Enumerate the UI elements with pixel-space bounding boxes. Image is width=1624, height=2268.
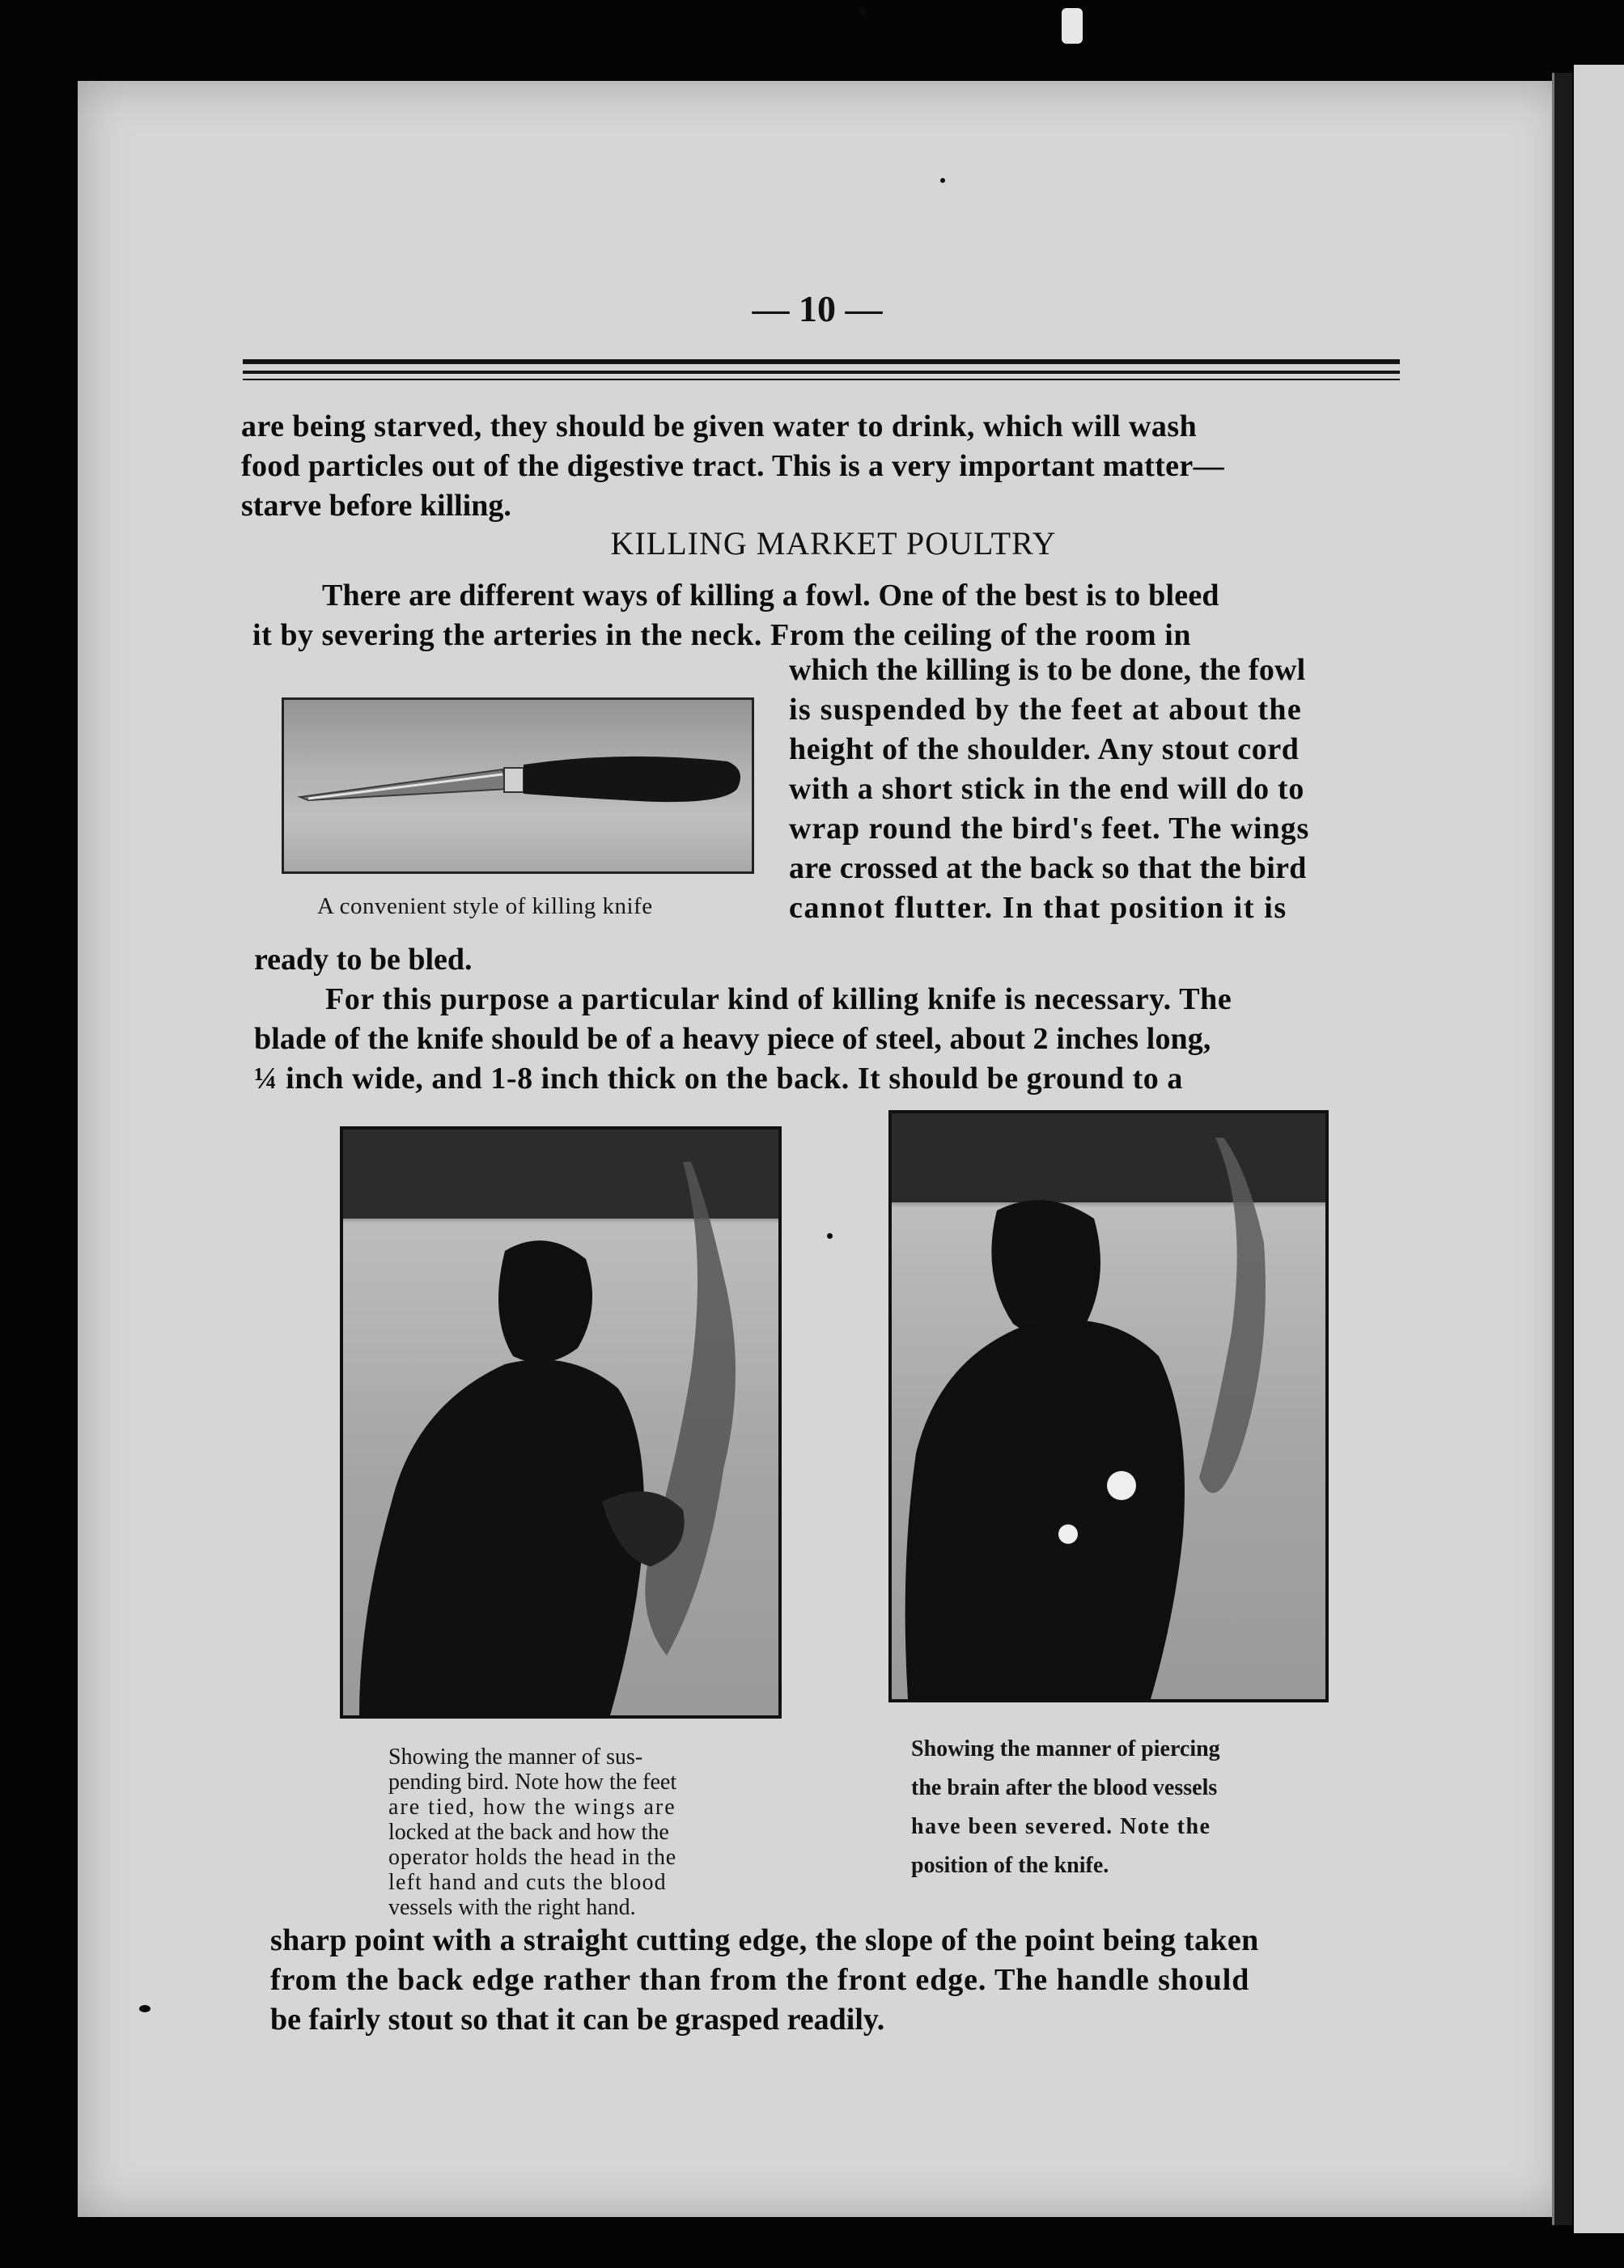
text-line: which the killing is to be done, the fowl [789,653,1306,687]
text-line: with a short stick in the end will do to [789,772,1305,806]
knife-photo [282,697,754,874]
photo-suspending-bird [340,1126,782,1719]
text-line: are crossed at the back so that the bird [789,851,1307,885]
text-line: cannot flutter. In that position it is [789,891,1287,925]
photo-piercing-brain [888,1110,1329,1702]
text-line: from the back edge rather than from the front edge. The handle should [270,1963,1250,1997]
section-heading: KILLING MARKET POULTRY [610,525,1057,562]
text-line: height of the shoulder. Any stout cord [789,732,1300,766]
scan-mark [1062,8,1083,44]
text-line: be fairly stout so that it can be grasped readily. [270,2003,885,2037]
text-line: are being starved, they should be given water to drink, which will wash [241,409,1198,443]
text-line: For this purpose a particular kind of killing knife is necessary. The [325,982,1232,1016]
header-rule [243,371,1400,374]
text-line: blade of the knife should be of a heavy piece of steel, about 2 inches long, [254,1022,1211,1056]
scan-speck [139,2005,151,2012]
caption-line: locked at the back and how the [388,1820,669,1845]
caption-line: pending bird. Note how the feet [388,1770,677,1795]
adjacent-page-edge [1574,65,1624,2233]
header-rule [243,359,1400,364]
text-line: is suspended by the feet at about the [789,693,1302,727]
document-page [78,81,1567,2217]
knife-caption: A convenient style of killing knife [317,893,653,919]
text-line: wrap round the bird's feet. The wings [789,812,1310,846]
caption-line: left hand and cuts the blood [388,1870,667,1895]
killing-knife-icon [284,700,752,871]
caption-line: position of the knife. [911,1853,1109,1878]
paragraph-wrap [789,651,1309,928]
caption-line: are tied, how the wings are [388,1795,676,1820]
paragraph-intro [252,576,1219,655]
text-line: it by severing the arteries in the neck. From the ceiling of the room in [252,618,1192,652]
caption-line: have been severed. Note the [911,1814,1211,1839]
text-line: ¼ inch wide, and 1-8 inch thick on the back. It should be ground to a [254,1062,1183,1096]
text-line: starve before killing. [241,489,511,523]
header-rule [243,379,1400,380]
scan-speck [859,6,866,15]
caption-line: vessels with the right hand. [388,1895,636,1920]
paragraph-after [254,940,1232,1099]
text-line: food particles out of the digestive tract. This is a very important matter— [241,449,1224,483]
caption-line: the brain after the blood vessels [911,1775,1218,1800]
caption-left-photo [388,1744,676,1920]
paragraph-end [270,1921,1259,2040]
text-line: ready to be bled. [254,943,473,977]
caption-line: operator holds the head in the [388,1845,677,1870]
man-with-bird-icon [892,1113,1325,1699]
text-line: There are different ways of killing a fowl. One of the best is to bleed [322,579,1219,613]
scan-speck [827,1233,833,1239]
man-with-bird-icon [343,1130,778,1715]
paragraph-top [241,407,1224,526]
caption-line: Showing the manner of sus- [388,1744,643,1770]
scan-speck [940,178,945,183]
page-binding-edge [1552,73,1572,2225]
caption-right-photo [911,1730,1220,1885]
page-number: — 10 — [752,288,883,329]
text-line: sharp point with a straight cutting edge, the slope of the point being taken [270,1923,1259,1957]
caption-line: Showing the manner of piercing [911,1736,1220,1761]
